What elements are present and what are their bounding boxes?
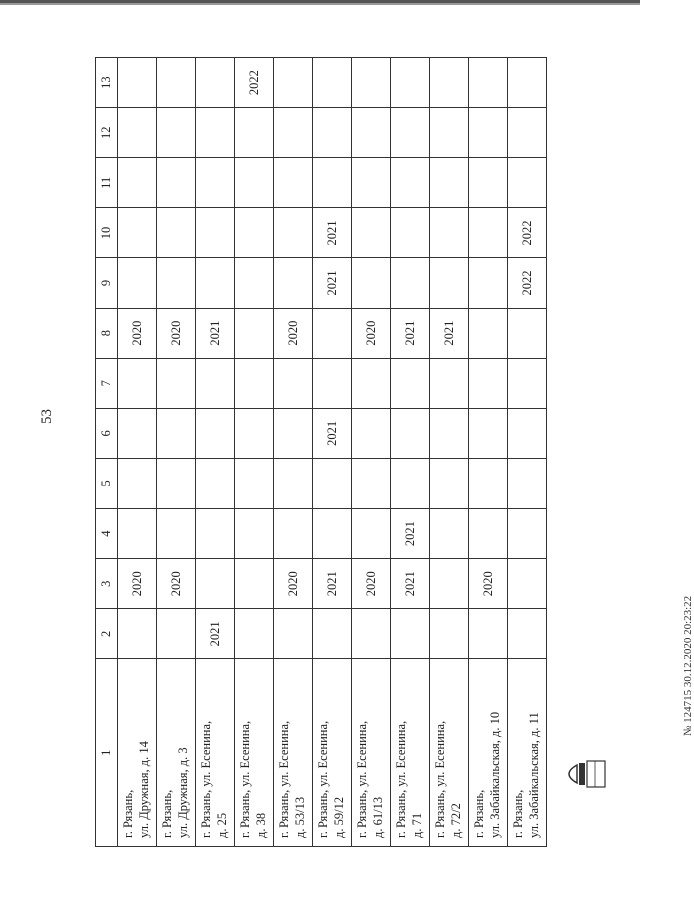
year-cell [118, 358, 157, 408]
year-cell [118, 458, 157, 508]
year-cell [157, 258, 196, 308]
document-id: № 124715 30.12.2020 20:23:22 [682, 595, 694, 737]
year-cell [118, 158, 157, 208]
year-cell [469, 158, 508, 208]
year-cell: 2020 [118, 308, 157, 358]
year-cell [313, 358, 352, 408]
year-cell [391, 358, 430, 408]
year-cell: 2021 [313, 208, 352, 258]
address-cell: г. Рязань, ул. Дружная, д. 3 [157, 659, 196, 847]
address-cell: г. Рязань, ул. Забайкальская, д. 10 [469, 659, 508, 847]
year-cell: 2020 [157, 559, 196, 609]
table-row [196, 58, 235, 847]
page-number: 53 [39, 409, 55, 424]
year-cell [391, 258, 430, 308]
year-cell [196, 559, 235, 609]
scan-edge [0, 0, 640, 14]
year-cell [157, 58, 196, 108]
year-cell: 2022 [508, 208, 547, 258]
year-cell [469, 408, 508, 458]
year-cell [235, 458, 274, 508]
column-header: 4 [96, 509, 118, 559]
column-header: 6 [96, 408, 118, 458]
year-cell [313, 108, 352, 158]
table-row [430, 58, 469, 847]
year-cell: 2021 [391, 509, 430, 559]
year-cell: 2022 [508, 258, 547, 308]
table-row [391, 58, 430, 847]
year-cell [352, 609, 391, 659]
table-row [313, 58, 352, 847]
year-cell [196, 108, 235, 158]
year-cell [313, 509, 352, 559]
address-cell: г. Рязань, ул. Дружная, д. 14 [118, 659, 157, 847]
year-cell [274, 258, 313, 308]
column-header: 2 [96, 609, 118, 659]
year-cell [352, 258, 391, 308]
year-cell [235, 408, 274, 458]
year-cell [469, 609, 508, 659]
year-cell [196, 158, 235, 208]
year-cell: 2020 [274, 308, 313, 358]
column-header: 13 [96, 58, 118, 108]
year-cell [430, 158, 469, 208]
year-cell [196, 509, 235, 559]
column-header: 1 [96, 659, 118, 847]
year-cell [235, 609, 274, 659]
year-cell [118, 509, 157, 559]
table-row [352, 58, 391, 847]
year-cell: 2020 [274, 559, 313, 609]
year-cell [352, 208, 391, 258]
year-cell [508, 108, 547, 158]
year-cell [157, 609, 196, 659]
year-cell [274, 58, 313, 108]
address-cell: г. Рязань, ул. Есенина, д. 38 [235, 659, 274, 847]
year-cell [313, 158, 352, 208]
year-cell: 2020 [469, 559, 508, 609]
year-cell [235, 358, 274, 408]
year-cell [430, 258, 469, 308]
year-cell [508, 458, 547, 508]
year-cell [352, 358, 391, 408]
year-cell [274, 408, 313, 458]
header-row [96, 58, 118, 847]
year-cell: 2021 [430, 308, 469, 358]
year-cell [391, 58, 430, 108]
year-cell: 2021 [313, 559, 352, 609]
year-cell [118, 58, 157, 108]
year-cell [430, 509, 469, 559]
year-cell [196, 358, 235, 408]
table-row [274, 58, 313, 847]
year-cell [508, 358, 547, 408]
year-cell [235, 509, 274, 559]
year-cell [430, 208, 469, 258]
rotated-page [95, 57, 545, 847]
year-cell [118, 408, 157, 458]
year-cell [196, 258, 235, 308]
year-cell [235, 158, 274, 208]
year-cell [508, 559, 547, 609]
table-row [469, 58, 508, 847]
year-cell [469, 308, 508, 358]
table-row [157, 58, 196, 847]
year-cell [508, 408, 547, 458]
year-cell [469, 208, 508, 258]
year-cell: 2020 [157, 308, 196, 358]
year-cell [274, 208, 313, 258]
column-header: 3 [96, 559, 118, 609]
table-row [508, 58, 547, 847]
column-header: 12 [96, 108, 118, 158]
year-cell [430, 609, 469, 659]
year-cell: 2021 [391, 559, 430, 609]
year-cell [469, 108, 508, 158]
year-cell: 2022 [235, 58, 274, 108]
address-cell: г. Рязань, ул. Есенина, д. 61/13 [352, 659, 391, 847]
year-cell [352, 408, 391, 458]
year-cell [391, 158, 430, 208]
column-header: 9 [96, 258, 118, 308]
year-cell [430, 408, 469, 458]
year-cell [157, 208, 196, 258]
year-cell [430, 58, 469, 108]
year-cell [313, 458, 352, 508]
year-cell [274, 158, 313, 208]
year-cell [274, 609, 313, 659]
year-cell [235, 308, 274, 358]
year-cell [235, 258, 274, 308]
year-cell [274, 358, 313, 408]
address-cell: г. Рязань, ул. Есенина, д. 59/12 [313, 659, 352, 847]
year-cell [157, 358, 196, 408]
year-cell [352, 509, 391, 559]
year-cell [430, 108, 469, 158]
year-cell [157, 458, 196, 508]
year-cell [469, 358, 508, 408]
column-header: 10 [96, 208, 118, 258]
year-cell [313, 58, 352, 108]
year-cell [196, 58, 235, 108]
year-cell [313, 308, 352, 358]
year-cell [352, 458, 391, 508]
year-cell [508, 509, 547, 559]
year-cell [508, 308, 547, 358]
seal-logo [555, 759, 607, 789]
year-cell: 2020 [352, 308, 391, 358]
year-cell [469, 509, 508, 559]
year-cell [430, 458, 469, 508]
year-cell [157, 509, 196, 559]
year-cell [508, 158, 547, 208]
year-cell [196, 208, 235, 258]
year-cell: 2021 [391, 308, 430, 358]
year-cell [469, 258, 508, 308]
year-cell [391, 208, 430, 258]
year-cell: 2021 [196, 308, 235, 358]
year-cell [430, 559, 469, 609]
year-cell: 2021 [313, 258, 352, 308]
year-cell [391, 108, 430, 158]
year-cell [469, 58, 508, 108]
year-cell [391, 609, 430, 659]
year-cell [118, 208, 157, 258]
column-header: 5 [96, 458, 118, 508]
year-cell [274, 509, 313, 559]
address-cell: г. Рязань, ул. Забайкальская, д. 11 [508, 659, 547, 847]
year-cell [118, 609, 157, 659]
year-cell [391, 458, 430, 508]
year-cell [157, 408, 196, 458]
year-cell [118, 258, 157, 308]
column-header: 7 [96, 358, 118, 408]
year-cell [274, 458, 313, 508]
year-cell: 2021 [313, 408, 352, 458]
year-cell [157, 108, 196, 158]
year-cell [508, 609, 547, 659]
address-cell: г. Рязань, ул. Есенина, д. 71 [391, 659, 430, 847]
year-cell [391, 408, 430, 458]
address-cell: г. Рязань, ул. Есенина, д. 53/13 [274, 659, 313, 847]
table-body [118, 58, 547, 847]
schedule-table [95, 57, 547, 847]
year-cell [430, 358, 469, 408]
year-cell: 2020 [352, 559, 391, 609]
address-cell: г. Рязань, ул. Есенина, д. 25 [196, 659, 235, 847]
table-row [118, 58, 157, 847]
year-cell [235, 208, 274, 258]
year-cell [352, 58, 391, 108]
address-cell: г. Рязань, ул. Есенина, д. 72/2 [430, 659, 469, 847]
year-cell [118, 108, 157, 158]
year-cell [508, 58, 547, 108]
year-cell [157, 158, 196, 208]
table-row [235, 58, 274, 847]
year-cell [235, 108, 274, 158]
year-cell [352, 108, 391, 158]
column-header: 8 [96, 308, 118, 358]
year-cell [274, 108, 313, 158]
year-cell: 2020 [118, 559, 157, 609]
year-cell [196, 458, 235, 508]
year-cell: 2021 [196, 609, 235, 659]
column-header: 11 [96, 158, 118, 208]
year-cell [469, 458, 508, 508]
year-cell [352, 158, 391, 208]
year-cell [313, 609, 352, 659]
year-cell [196, 408, 235, 458]
year-cell [235, 559, 274, 609]
